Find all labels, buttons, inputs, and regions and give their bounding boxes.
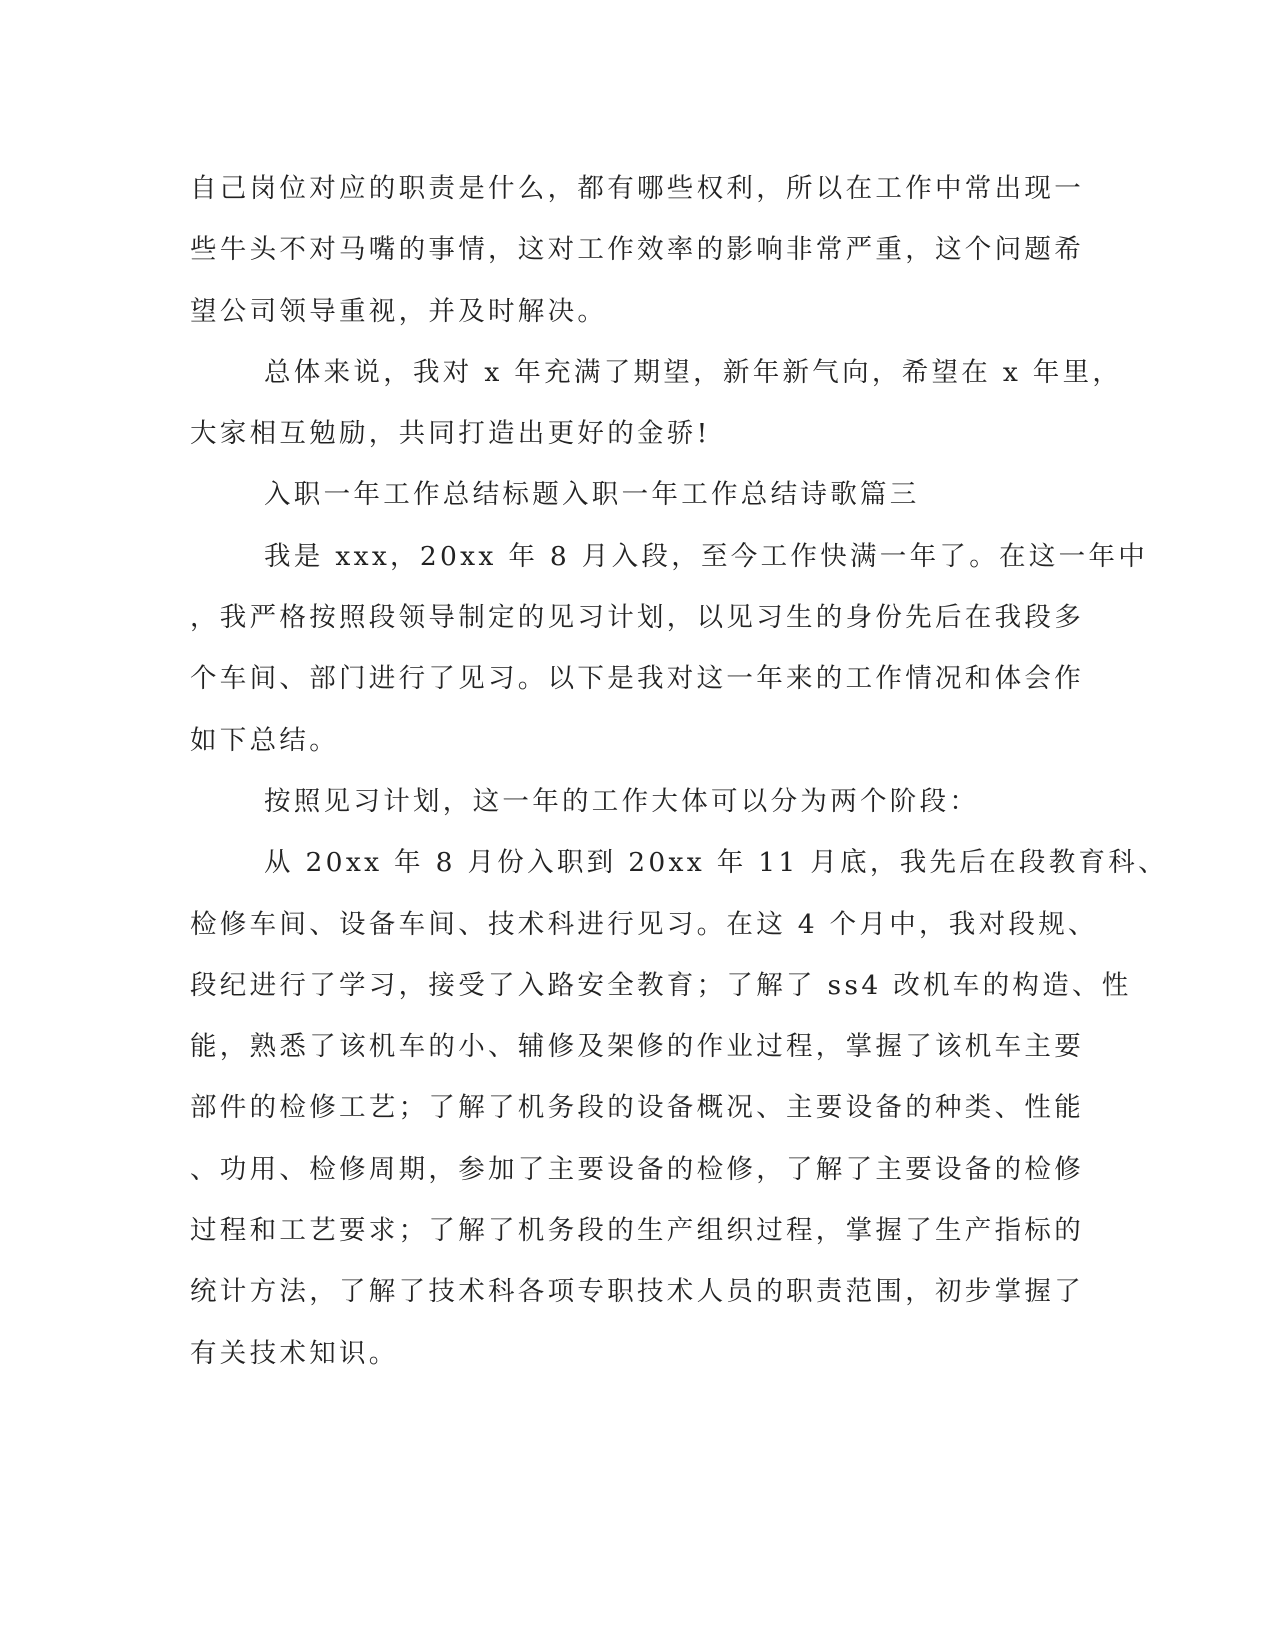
- paragraph-first-line: 按照见习计划，这一年的工作大体可以分为两个阶段：: [264, 785, 980, 817]
- text-line: 些牛头不对马嘴的事情，这对工作效率的影响非常严重，这个问题希: [190, 234, 1084, 266]
- paragraph-first-line: 从 20xx 年 8 月份入职到 20xx 年 11 月底，我先后在段教育科、: [264, 847, 1168, 879]
- text-line: 过程和工艺要求；了解了机务段的生产组织过程，掌握了生产指标的: [190, 1215, 1084, 1247]
- text-line: 、功用、检修周期，参加了主要设备的检修，了解了主要设备的检修: [190, 1153, 1084, 1185]
- text-line: 统计方法，了解了技术科各项专职技术人员的职责范围，初步掌握了: [190, 1276, 1084, 1308]
- text-line: 段纪进行了学习，接受了入路安全教育；了解了 ss4 改机车的构造、性: [190, 969, 1132, 1001]
- section-heading: 入职一年工作总结标题入职一年工作总结诗歌篇三: [264, 479, 920, 511]
- text-line: 大家相互勉励，共同打造出更好的金骄!: [190, 418, 711, 450]
- text-line: 自己岗位对应的职责是什么，都有哪些权利，所以在工作中常出现一: [190, 173, 1084, 204]
- text-line: 个车间、部门进行了见习。以下是我对这一年来的工作情况和体会作: [190, 663, 1084, 695]
- text-line: 检修车间、设备车间、技术科进行见习。在这 4 个月中，我对段规、: [190, 908, 1098, 940]
- paragraph-first-line: 我是 xxx，20xx 年 8 月入段，至今工作快满一年了。在这一年中: [264, 540, 1148, 572]
- paragraph-first-line: 总体来说，我对 x 年充满了期望，新年新气向，希望在 x 年里，: [264, 356, 1123, 388]
- text-line: ，我严格按照段领导制定的见习计划，以见习生的身份先后在我段多: [190, 602, 1084, 634]
- text-line: 有关技术知识。: [190, 1337, 399, 1369]
- text-line: 能，熟悉了该机车的小、辅修及架修的作业过程，掌握了该机车主要: [190, 1031, 1084, 1063]
- text-line: 望公司领导重视，并及时解决。: [190, 295, 608, 327]
- text-line: 部件的检修工艺；了解了机务段的设备概况、主要设备的种类、性能: [190, 1092, 1084, 1124]
- text-line: 如下总结。: [190, 724, 339, 756]
- document-body: [190, 158, 1168, 1384]
